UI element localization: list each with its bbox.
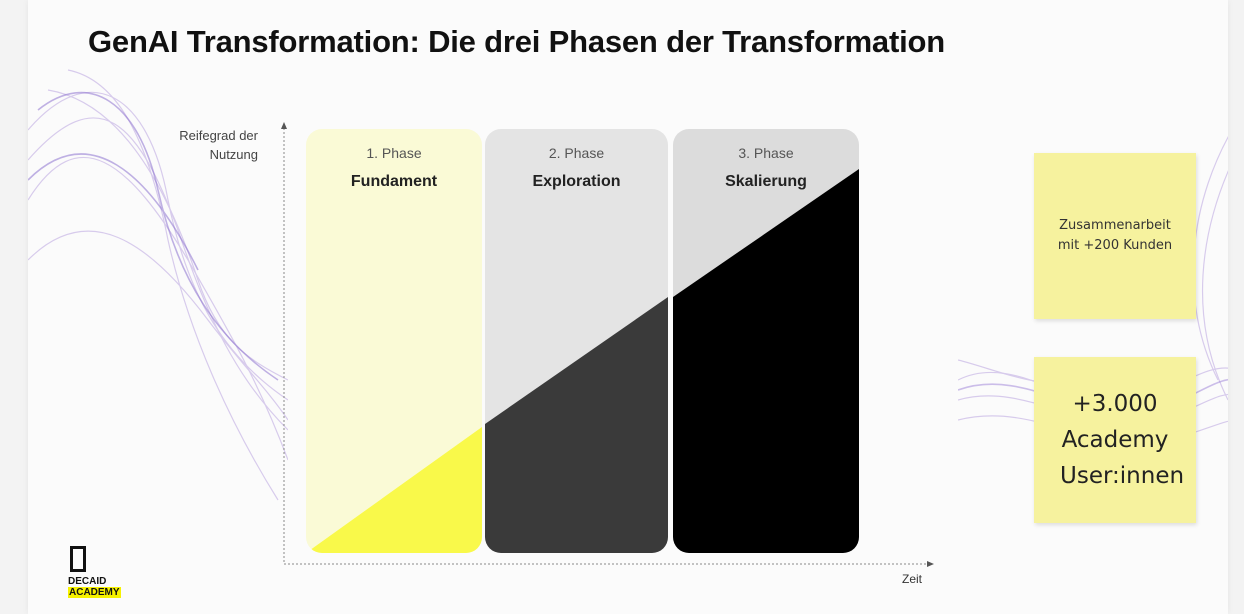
sticky-note-text: +3.000 Academy User:innen bbox=[1060, 391, 1185, 489]
phase-fill-skalierung bbox=[673, 129, 859, 553]
phase-fill-exploration bbox=[485, 129, 668, 553]
phase-name: Exploration bbox=[532, 173, 621, 190]
phase-number: 3. Phase bbox=[738, 145, 794, 161]
phase-fill-fundament bbox=[306, 129, 482, 553]
y-axis-label: Reifegrad der Nutzung bbox=[179, 128, 258, 162]
x-axis-arrow bbox=[927, 561, 934, 567]
phase-card-skalierung bbox=[673, 129, 859, 553]
decorative-lines-left bbox=[28, 0, 288, 614]
logo-line-2: ACADEMY bbox=[69, 587, 120, 598]
phase-card-exploration bbox=[485, 129, 668, 553]
slide bbox=[28, 0, 1228, 614]
phase-card-fundament bbox=[306, 129, 482, 553]
page-title: GenAI Transformation: Die drei Phasen der Transformation bbox=[88, 24, 945, 59]
phase-name: Skalierung bbox=[725, 173, 807, 190]
sticky-note-text: Zusammenarbeit mit +200 Kunden bbox=[1057, 218, 1173, 253]
logo-mark bbox=[70, 546, 86, 572]
logo-line-1: DECAID bbox=[68, 576, 107, 587]
phase-number: 2. Phase bbox=[548, 145, 605, 161]
y-axis-arrow bbox=[281, 122, 287, 129]
phase-name: Fundament bbox=[350, 173, 438, 190]
x-axis-label: Zeit bbox=[902, 572, 923, 586]
decaid-academy-logo bbox=[68, 542, 140, 600]
phase-number: 1. Phase bbox=[366, 145, 422, 161]
sticky-note-kunden bbox=[1034, 153, 1196, 319]
sticky-note-academy-users bbox=[1034, 357, 1196, 523]
